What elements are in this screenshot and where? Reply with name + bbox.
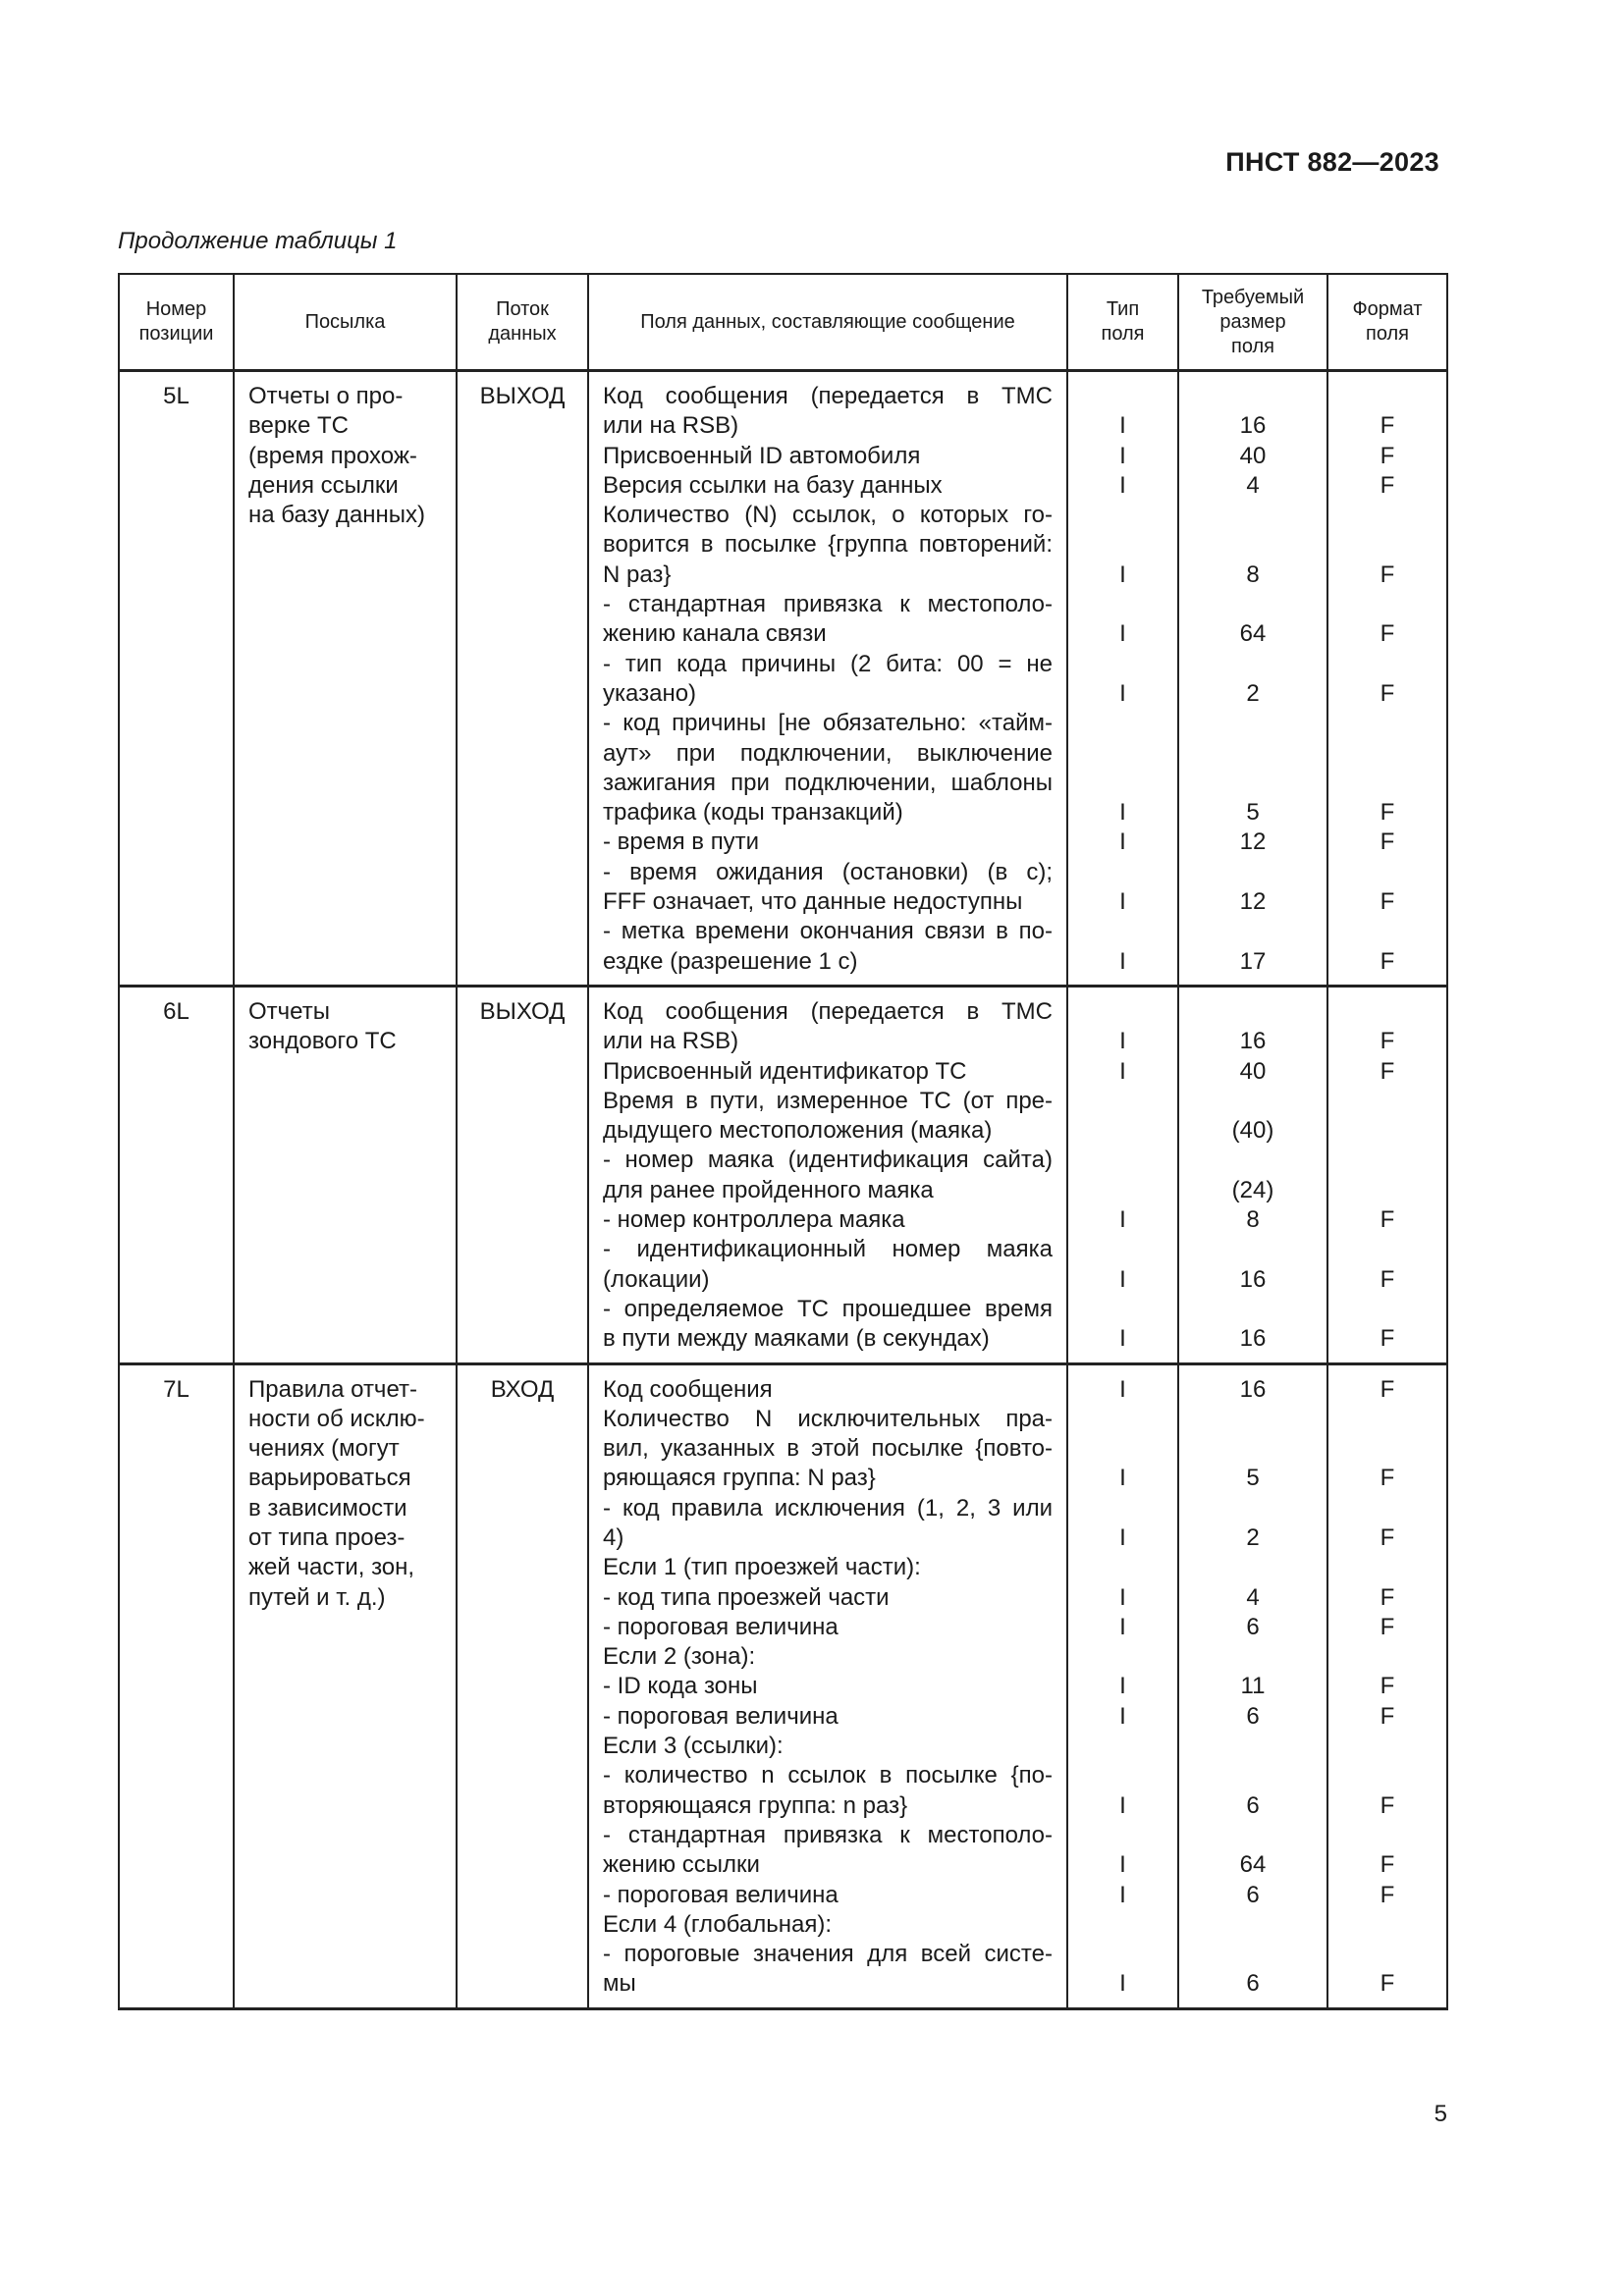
field-type: I	[1119, 620, 1126, 648]
packet-text-line: от типа проез-	[248, 1523, 406, 1551]
field-format	[1328, 917, 1446, 946]
field-description-line: ездке (разрешение 1 с)	[603, 947, 858, 975]
field-type: I	[1119, 799, 1126, 827]
field-type-cell	[1067, 1363, 1178, 2008]
field-format	[1328, 530, 1446, 560]
field-type	[1068, 1116, 1177, 1146]
packet-text-line: зондового ТС	[248, 1028, 397, 1055]
field-type: I	[1119, 1325, 1126, 1353]
packet-text-line: жей части, зон,	[248, 1554, 415, 1581]
field-type	[1068, 1821, 1177, 1850]
field-type-cell	[1067, 371, 1178, 987]
header-text-line: Требуемый	[1201, 286, 1305, 308]
header-text-line: позиции	[138, 323, 214, 345]
field-description-line: Код сообщения (передается в ТМС	[603, 997, 1053, 1025]
field-size: 11	[1240, 1673, 1266, 1700]
flow-cell	[457, 986, 588, 1363]
field-description-line: вторяющаяся группа: n раз}	[603, 1791, 908, 1819]
table-header-row	[119, 274, 1447, 371]
field-format	[1328, 1405, 1446, 1434]
header-text-line: данных	[488, 323, 557, 345]
header-fields	[588, 274, 1067, 371]
page-number: 5	[1434, 2101, 1447, 2127]
field-size	[1179, 917, 1326, 946]
field-size	[1179, 501, 1326, 530]
field-size	[1179, 1642, 1326, 1672]
field-description-line: (локации)	[603, 1265, 710, 1293]
field-size: 12	[1239, 888, 1267, 916]
field-size: 6	[1246, 1702, 1260, 1730]
field-description-line: - определяемое ТС прошедшее время	[603, 1295, 1053, 1322]
flow-cell	[457, 371, 588, 987]
table-row	[119, 371, 1447, 987]
field-description-line: дыдущего местоположения (маяка)	[603, 1117, 993, 1145]
field-format-cell	[1327, 986, 1447, 1363]
field-type	[1068, 739, 1177, 769]
field-type: I	[1119, 1265, 1126, 1293]
field-size	[1179, 739, 1326, 769]
field-size: 16	[1239, 1265, 1267, 1293]
field-format	[1328, 1146, 1446, 1175]
position-number-cell	[119, 371, 234, 987]
field-description-line: - код типа проезжей части	[603, 1583, 890, 1611]
field-description-line: - стандартная привязка к местополо-	[603, 591, 1053, 618]
field-format	[1328, 1295, 1446, 1324]
field-description-line: - номер контроллера маяка	[603, 1206, 905, 1234]
field-description-line: - тип кода причины (2 бита: 00 = не	[603, 650, 1053, 677]
field-size: 5	[1246, 1465, 1260, 1492]
field-type: I	[1119, 1375, 1126, 1403]
field-type: I	[1119, 1523, 1126, 1551]
field-format	[1328, 709, 1446, 738]
data-flow: ВХОД	[490, 1375, 555, 1403]
field-format: F	[1380, 471, 1395, 499]
field-size: 16	[1239, 1375, 1267, 1403]
field-description-line: Время в пути, измеренное ТС (от пре-	[603, 1087, 1053, 1114]
field-description-line: - время в пути	[603, 828, 760, 856]
table-body	[119, 371, 1447, 2009]
header-format	[1327, 274, 1447, 371]
field-type: I	[1119, 471, 1126, 499]
field-description-line: Если 4 (глобальная):	[603, 1910, 832, 1938]
field-format	[1328, 1087, 1446, 1116]
field-size: 64	[1239, 620, 1267, 648]
field-format: F	[1380, 412, 1395, 440]
field-format: F	[1380, 1265, 1395, 1293]
header-text-line: Тип	[1106, 298, 1140, 320]
field-type: I	[1119, 1583, 1126, 1611]
field-description-line: в пути между маяками (в секундах)	[603, 1325, 990, 1353]
field-description-line: ворится в посылке {группа повторений:	[603, 531, 1053, 559]
field-description-line: указано)	[603, 679, 697, 707]
field-type: I	[1119, 1791, 1126, 1819]
packet-text-line: дения ссылки	[248, 471, 399, 499]
field-description-line: Количество N исключительных пра-	[603, 1405, 1053, 1432]
header-type	[1067, 274, 1178, 371]
field-format	[1328, 858, 1446, 887]
field-size: 5	[1246, 799, 1260, 827]
field-size	[1179, 1087, 1326, 1116]
field-type	[1068, 1434, 1177, 1464]
field-type	[1068, 858, 1177, 887]
data-flow: ВЫХОД	[479, 383, 566, 409]
field-description-line: N раз}	[603, 561, 672, 588]
field-size	[1179, 590, 1326, 619]
document-code: ПНСТ 882—2023	[1225, 147, 1439, 177]
field-type	[1068, 1087, 1177, 1116]
field-format: F	[1380, 679, 1395, 707]
fields-cell	[588, 986, 1067, 1363]
field-format	[1328, 650, 1446, 679]
field-size: 17	[1239, 947, 1267, 975]
field-format: F	[1380, 442, 1395, 469]
field-size: 6	[1246, 1791, 1260, 1819]
packet-text-line: путей и т. д.)	[248, 1583, 386, 1611]
header-text-line: поля	[1230, 335, 1274, 357]
field-format	[1328, 1494, 1446, 1523]
field-size	[1179, 1821, 1326, 1850]
field-size: 6	[1246, 1970, 1260, 1998]
field-description-line: - идентификационный номер маяка	[603, 1236, 1053, 1263]
field-size	[1179, 997, 1326, 1027]
field-format	[1328, 1940, 1446, 1969]
field-type	[1068, 997, 1177, 1027]
field-description-line: - код правила исключения (1, 2, 3 или	[603, 1494, 1053, 1522]
field-format: F	[1380, 1881, 1395, 1908]
field-size: 2	[1246, 679, 1260, 707]
field-type: I	[1119, 679, 1126, 707]
packet-text-line: на базу данных)	[248, 502, 426, 529]
field-type: I	[1119, 1881, 1126, 1908]
field-description-line: жению ссылки	[603, 1851, 760, 1879]
field-format: F	[1380, 1970, 1395, 1998]
field-type	[1068, 501, 1177, 530]
field-format	[1328, 1642, 1446, 1672]
field-size: 16	[1239, 412, 1267, 440]
field-size	[1179, 1405, 1326, 1434]
header-packet	[234, 274, 457, 371]
field-description-line: - количество n ссылок в посылке {по-	[603, 1762, 1053, 1789]
fields-cell	[588, 1363, 1067, 2008]
field-size: 6	[1246, 1613, 1260, 1640]
packet-cell	[234, 986, 457, 1363]
header-text-line: размер	[1219, 310, 1286, 333]
fields-cell	[588, 371, 1067, 987]
field-size: 12	[1239, 828, 1267, 856]
field-format	[1328, 590, 1446, 619]
field-size: 4	[1246, 1583, 1260, 1611]
field-size: 8	[1246, 1206, 1260, 1234]
field-format: F	[1380, 1791, 1395, 1819]
field-description-line: мы	[603, 1970, 636, 1998]
field-description-line: FFF означает, что данные недоступны	[603, 888, 1023, 916]
field-type	[1068, 1235, 1177, 1264]
field-format: F	[1380, 1702, 1395, 1730]
field-type	[1068, 1494, 1177, 1523]
field-size: 8	[1246, 561, 1260, 588]
field-size-cell	[1178, 371, 1327, 987]
field-size: 4	[1246, 471, 1260, 499]
field-description-line: - пороговая величина	[603, 1881, 839, 1908]
field-description-line: - метка времени окончания связи в по-	[603, 918, 1053, 945]
field-type: I	[1119, 1702, 1126, 1730]
packet-cell	[234, 371, 457, 987]
field-format-cell	[1327, 1363, 1447, 2008]
field-type: I	[1119, 1970, 1126, 1998]
header-size	[1178, 274, 1327, 371]
field-format	[1328, 1553, 1446, 1582]
flow-cell	[457, 1363, 588, 2008]
packet-text-line: ности об исклю-	[248, 1405, 425, 1432]
field-description-line: Присвоенный ID автомобиля	[603, 442, 921, 469]
packet-text-line: Отчеты о про-	[248, 383, 404, 409]
field-type: I	[1119, 947, 1126, 975]
packet-cell	[234, 1363, 457, 2008]
field-format: F	[1380, 1583, 1395, 1611]
field-size: 6	[1246, 1881, 1260, 1908]
field-description-line: аут» при подключении, выключение	[603, 739, 1053, 767]
field-type: I	[1119, 1851, 1126, 1879]
position-number-cell	[119, 986, 234, 1363]
field-type: I	[1119, 888, 1126, 916]
field-size	[1179, 858, 1326, 887]
field-description-line: - стандартная привязка к местополо-	[603, 1821, 1053, 1848]
field-size: 16	[1239, 1028, 1267, 1055]
field-description-line: - время ожидания (остановки) (в с);	[603, 858, 1053, 885]
position-number: 5L	[163, 383, 189, 409]
field-size	[1179, 709, 1326, 738]
field-type	[1068, 650, 1177, 679]
field-type	[1068, 382, 1177, 411]
field-format	[1328, 1910, 1446, 1940]
field-size	[1179, 382, 1326, 411]
header-text-line: Поля данных, составляющие сообщение	[640, 310, 1015, 333]
field-type: I	[1119, 1465, 1126, 1492]
field-format-cell	[1327, 371, 1447, 987]
field-type	[1068, 1732, 1177, 1761]
field-type	[1068, 1553, 1177, 1582]
field-size	[1179, 1494, 1326, 1523]
field-size	[1179, 1732, 1326, 1761]
field-format	[1328, 1732, 1446, 1761]
header-text-line: Посылка	[304, 310, 386, 333]
field-format: F	[1380, 799, 1395, 827]
field-description-line: - номер маяка (идентификация сайта)	[603, 1147, 1053, 1174]
packet-text-line: Отчеты	[248, 997, 330, 1025]
field-type: I	[1119, 828, 1126, 856]
field-description-line: для ранее пройденного маяка	[603, 1176, 934, 1203]
field-size	[1179, 1761, 1326, 1790]
field-description-line: или на RSB)	[603, 1028, 739, 1055]
field-type	[1068, 1642, 1177, 1672]
field-size	[1179, 1553, 1326, 1582]
field-description-line: ряющаяся группа: N раз}	[603, 1465, 876, 1492]
field-format: F	[1380, 620, 1395, 648]
field-type	[1068, 769, 1177, 798]
field-description-line: Присвоенный идентификатор ТС	[603, 1057, 967, 1085]
field-description-line: Версия ссылки на базу данных	[603, 471, 943, 499]
field-format	[1328, 501, 1446, 530]
header-text-line: поля	[1101, 323, 1145, 345]
field-type	[1068, 1910, 1177, 1940]
field-size: (24)	[1231, 1176, 1274, 1203]
field-description-line: Код сообщения (передается в ТМС	[603, 383, 1053, 409]
field-description-line: - код причины [не обязательно: «тайм-	[603, 710, 1053, 737]
field-size: 2	[1246, 1523, 1260, 1551]
field-format: F	[1380, 561, 1395, 588]
header-text-line: Формат	[1352, 298, 1423, 320]
field-format: F	[1380, 1851, 1395, 1879]
field-description-line: зажигания при подключении, шаблоны	[603, 769, 1053, 796]
field-size: 16	[1239, 1325, 1267, 1353]
field-format	[1328, 1116, 1446, 1146]
field-format	[1328, 1176, 1446, 1205]
field-size	[1179, 1235, 1326, 1264]
field-type	[1068, 709, 1177, 738]
data-flow: ВЫХОД	[479, 997, 566, 1025]
field-format: F	[1380, 1325, 1395, 1353]
field-format: F	[1380, 828, 1395, 856]
field-size: 40	[1239, 1057, 1267, 1085]
field-format: F	[1380, 1613, 1395, 1640]
field-format: F	[1380, 1057, 1395, 1085]
field-size-cell	[1178, 986, 1327, 1363]
field-format: F	[1380, 947, 1395, 975]
field-format: F	[1380, 1465, 1395, 1492]
field-description-line: Если 1 (тип проезжей части):	[603, 1554, 921, 1581]
field-type	[1068, 1176, 1177, 1205]
field-type	[1068, 590, 1177, 619]
field-size	[1179, 1910, 1326, 1940]
field-format	[1328, 1821, 1446, 1850]
packet-text-line: Правила отчет-	[248, 1375, 417, 1403]
field-size	[1179, 1146, 1326, 1175]
field-type	[1068, 530, 1177, 560]
field-type: I	[1119, 1673, 1126, 1700]
field-type: I	[1119, 442, 1126, 469]
field-format	[1328, 1434, 1446, 1464]
field-description-line: Если 2 (зона):	[603, 1643, 756, 1671]
position-number: 7L	[163, 1375, 189, 1403]
field-format: F	[1380, 1375, 1395, 1403]
header-text-line: поля	[1365, 323, 1409, 345]
field-description-line: Код сообщения	[603, 1375, 773, 1403]
field-type: I	[1119, 1057, 1126, 1085]
field-format: F	[1380, 1028, 1395, 1055]
table-row	[119, 986, 1447, 1363]
header-flow	[457, 274, 588, 371]
field-format: F	[1380, 1673, 1395, 1700]
packet-text-line: варьироваться	[248, 1465, 411, 1492]
field-size: 40	[1239, 442, 1267, 469]
field-description-line: - пороговые значения для всей систе-	[603, 1941, 1053, 1968]
field-description-line: или на RSB)	[603, 412, 739, 440]
field-format	[1328, 739, 1446, 769]
field-description-line: 4)	[603, 1523, 624, 1551]
field-size	[1179, 1940, 1326, 1969]
field-size	[1179, 530, 1326, 560]
position-number-cell	[119, 1363, 234, 2008]
field-format	[1328, 1235, 1446, 1264]
field-type-cell	[1067, 986, 1178, 1363]
field-format	[1328, 997, 1446, 1027]
field-size	[1179, 769, 1326, 798]
field-format	[1328, 769, 1446, 798]
field-description-line: Количество (N) ссылок, о которых го-	[603, 502, 1053, 529]
field-size-cell	[1178, 1363, 1327, 2008]
field-type: I	[1119, 1028, 1126, 1055]
field-format: F	[1380, 1206, 1395, 1234]
header-text-line: Поток	[496, 298, 549, 320]
field-size: 64	[1239, 1851, 1267, 1879]
field-format: F	[1380, 1523, 1395, 1551]
position-number: 6L	[163, 997, 189, 1025]
field-type: I	[1119, 1613, 1126, 1640]
field-type: I	[1119, 412, 1126, 440]
table-caption: Продолжение таблицы 1	[118, 228, 398, 254]
field-description-line: - ID кода зоны	[603, 1673, 758, 1700]
header-text-line: Номер	[145, 298, 207, 320]
field-type	[1068, 917, 1177, 946]
header-number	[119, 274, 234, 371]
field-format	[1328, 1761, 1446, 1790]
field-description-line: - пороговая величина	[603, 1613, 839, 1640]
field-description-line: жению канала связи	[603, 620, 827, 648]
table-row	[119, 1363, 1447, 2008]
field-type	[1068, 1295, 1177, 1324]
field-type	[1068, 1940, 1177, 1969]
field-size	[1179, 650, 1326, 679]
field-description-line: - пороговая величина	[603, 1702, 839, 1730]
field-size	[1179, 1434, 1326, 1464]
field-size	[1179, 1295, 1326, 1324]
packet-text-line: (время прохож-	[248, 442, 417, 469]
field-type	[1068, 1405, 1177, 1434]
field-description-line: трафика (коды транзакций)	[603, 799, 903, 827]
field-size: (40)	[1231, 1117, 1274, 1145]
field-description-line: Если 3 (ссылки):	[603, 1733, 784, 1760]
packet-text-line: чениях (могут	[248, 1435, 400, 1463]
packet-text-line: в зависимости	[248, 1494, 407, 1522]
packet-text-line: верке ТС	[248, 412, 349, 440]
field-format: F	[1380, 888, 1395, 916]
data-table	[118, 273, 1448, 2010]
field-type	[1068, 1761, 1177, 1790]
field-description-line: вил, указанных в этой посылке {повто-	[603, 1435, 1053, 1463]
field-type	[1068, 1146, 1177, 1175]
field-type: I	[1119, 1206, 1126, 1234]
field-format	[1328, 382, 1446, 411]
field-type: I	[1119, 561, 1126, 588]
